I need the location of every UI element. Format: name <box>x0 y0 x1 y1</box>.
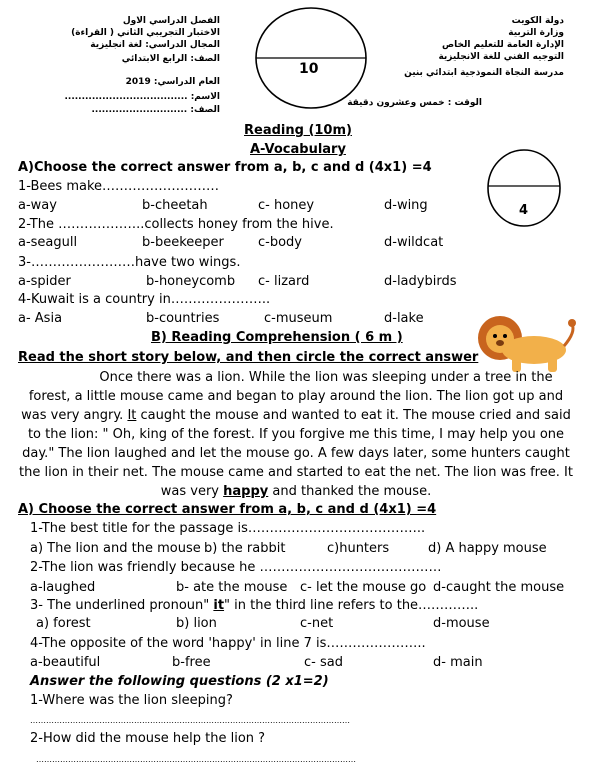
time-note: الوقت : خمس وعشرون دقيقة <box>347 98 482 108</box>
mcq-q2-opt-a[interactable]: a-laughed <box>30 580 96 595</box>
short-q2: 2-How did the mouse help the lion ? <box>30 731 266 746</box>
vocab-q4-opt-c[interactable]: c-museum <box>264 311 333 326</box>
section-score: 4 <box>519 203 529 218</box>
vocab-q4: 4-Kuwait is a country in………………….. <box>18 292 271 307</box>
vocab-q4-opt-a[interactable]: a- Asia <box>18 311 63 326</box>
vocab-instruction: A)Choose the correct answer from a, b, c and d (4x1) =4 <box>18 160 432 175</box>
vocab-q1-opt-b[interactable]: b-cheetah <box>142 198 208 213</box>
header-left-line-4: الصف: الرابع الابتدائي <box>121 54 220 64</box>
vocab-q2-opt-d[interactable]: d-wildcat <box>384 235 444 250</box>
vocab-q3: 3-……………………have two wings. <box>18 255 241 270</box>
mcq-q4-opt-d[interactable]: d- main <box>433 655 483 670</box>
mcq-q2-opt-c[interactable]: c- let the mouse go <box>300 580 427 595</box>
mcq-q2: 2-The lion was friendly because he …………………………………… <box>30 560 442 575</box>
mcq-q1-opt-a[interactable]: a) The lion and the mouse <box>30 541 201 556</box>
vocab-q3-opt-a[interactable]: a-spider <box>18 274 71 289</box>
header-left-line-5: العام الدراسي: 2019 <box>125 77 220 87</box>
short-q1-answer-line[interactable]: ………………………………………………………………………………………………………… <box>30 716 350 725</box>
vocab-q3-opt-b[interactable]: b-honeycomb <box>146 274 236 289</box>
mcq-q3-opt-c[interactable]: c-net <box>300 616 334 631</box>
header-right-line-5: مدرسة النجاة النموذجية ابتدائي بنين <box>404 68 564 78</box>
header-left-line-6: الاسم: .................................... <box>64 92 220 102</box>
comp-title: B) Reading Comprehension ( 6 m ) <box>151 330 403 345</box>
short-q2-answer-line[interactable]: ………………………………………………………………………………………………………… <box>36 755 356 764</box>
vocab-q1-opt-d[interactable]: d-wing <box>384 198 428 213</box>
total-score: 10 <box>299 61 319 77</box>
mcq-q1-opt-b[interactable]: b) the rabbit <box>204 541 286 556</box>
vocab-q3-opt-d[interactable]: d-ladybirds <box>384 274 457 289</box>
mcq-q3: 3- The underlined pronoun" it" in the third line refers to the………….. <box>30 598 479 613</box>
mcq-q2-opt-d[interactable]: d-caught the mouse <box>433 580 565 595</box>
header-right-line-2: وزارة التربية <box>508 28 564 38</box>
vocab-q4-opt-b[interactable]: b-countries <box>146 311 220 326</box>
mcq-q1: 1-The best title for the passage is………………………………….. <box>30 521 426 536</box>
header-left-line-2: الاختبار التجريبي الثاني ( القراءة) <box>71 28 220 38</box>
total-score-circle <box>254 6 368 110</box>
header-right-line-3: الإدارة العامة للتعليم الخاص <box>442 40 564 50</box>
mcq-q3-opt-a[interactable]: a) forest <box>36 616 91 631</box>
underlined-it: It <box>127 408 137 423</box>
header-right-line-4: التوجيه الفني للغة الانجليزية <box>438 52 564 62</box>
mcq-instruction: A) Choose the correct answer from a, b, c and d (4x1) =4 <box>18 502 437 517</box>
short-answer-title: Answer the following questions (2 x1=2) <box>30 674 329 689</box>
mcq-q4-opt-a[interactable]: a-beautiful <box>30 655 101 670</box>
vocab-q3-opt-c[interactable]: c- lizard <box>258 274 310 289</box>
vocab-q1-opt-c[interactable]: c- honey <box>258 198 315 213</box>
mcq-q4-opt-b[interactable]: b-free <box>172 655 211 670</box>
mcq-q2-opt-b[interactable]: b- ate the mouse <box>176 580 288 595</box>
vocab-q2-opt-a[interactable]: a-seagull <box>18 235 78 250</box>
reading-title: Reading (10m) <box>244 123 352 138</box>
header-left-line-1: الفصل الدراسي الاول <box>122 16 220 26</box>
mcq-q4-opt-c[interactable]: c- sad <box>304 655 343 670</box>
vocab-q2: 2-The ………………..collects honey from the hive. <box>18 217 334 232</box>
vocab-title: A-Vocabulary <box>250 142 346 157</box>
comp-instruction: Read the short story below, and then circle the correct answer <box>18 350 479 365</box>
vocab-q2-opt-c[interactable]: c-body <box>258 235 302 250</box>
mcq-q1-opt-c[interactable]: c)hunters <box>327 541 390 556</box>
header-left-line-7: الصف: ............................ <box>91 105 220 115</box>
mcq-q4: 4-The opposite of the word 'happy' in line 7 is………………….. <box>30 636 426 651</box>
vocab-q1-opt-a[interactable]: a-way <box>18 198 57 213</box>
mcq-q3-opt-d[interactable]: d-mouse <box>433 616 490 631</box>
lion-illustration <box>468 312 578 374</box>
vocab-q4-opt-d[interactable]: d-lake <box>384 311 424 326</box>
header-right-line-1: دولة الكويت <box>511 16 564 26</box>
mcq-q3-opt-b[interactable]: b) lion <box>176 616 217 631</box>
header-left-line-3: المجال الدراسي: لغة انجليزية <box>90 40 220 50</box>
underlined-happy: happy <box>223 484 269 499</box>
short-q1: 1-Where was the lion sleeping? <box>30 693 233 708</box>
story-passage: Once there was a lion. While the lion was sleeping under a tree in the forest, a little mouse came and began to play around the lion. The lion got up and was very angry. It caught the mouse and wanted to eat it. The mouse cried and said to the lion: " Oh, king of the forest. If you forgive me this time, I may help you one day." The lion laughed and let the mouse go. A few days later, some hunters caught the lion in their net. The mouse came and started to eat the net. The lion was free. It was very happy and thanked the mouse. <box>19 370 573 499</box>
vocab-q2-opt-b[interactable]: b-beekeeper <box>142 235 224 250</box>
mcq-q1-opt-d[interactable]: d) A happy mouse <box>428 541 547 556</box>
vocab-q1: 1-Bees make……………………… <box>18 179 220 194</box>
